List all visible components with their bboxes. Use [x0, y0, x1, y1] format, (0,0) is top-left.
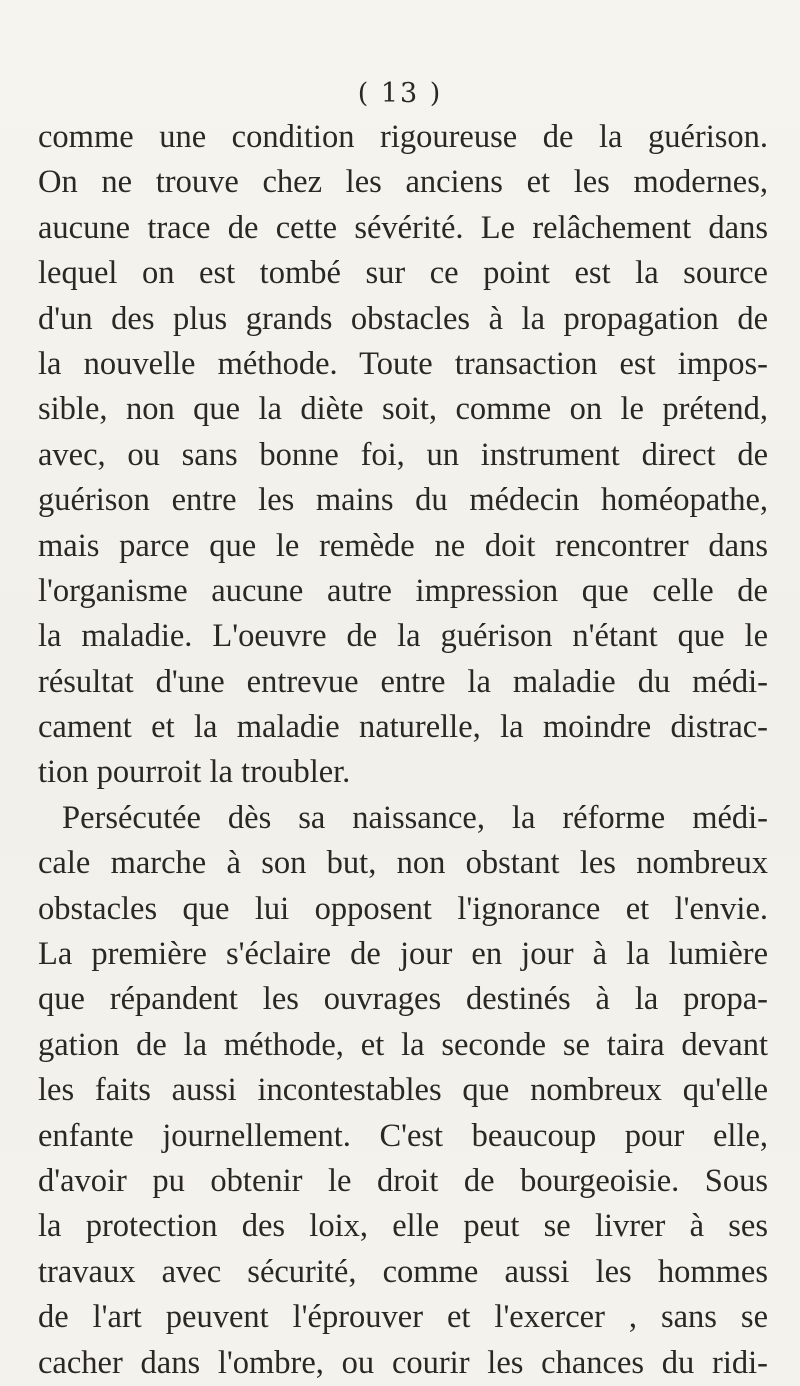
- text-line: la maladie. L'oeuvre de la guérison n'étant que le: [38, 618, 768, 655]
- text-line: comme une condition rigoureuse de la guérison.: [38, 119, 768, 155]
- body-text: [38, 115, 768, 1386]
- text-line: que répandent les ouvrages destinés à la propa-: [38, 981, 768, 1018]
- text-line: avec, ou sans bonne foi, un instrument direct de: [38, 436, 768, 473]
- text-line: travaux avec sécurité, comme aussi les hommes: [38, 1253, 768, 1290]
- text-line: cale marche à son but, non obstant les nombreux: [38, 845, 768, 882]
- text-line: mais parce que le remède ne doit rencontrer dans: [38, 527, 768, 564]
- text-line: résultat d'une entrevue entre la maladie du médi-: [38, 663, 768, 700]
- text-line: de l'art peuvent l'éprouver et l'exercer , sans se: [38, 1299, 768, 1336]
- text-line: aucune trace de cette sévérité. Le relâchement dans: [38, 209, 768, 246]
- text-line: guérison entre les mains du médecin homéopathe,: [38, 482, 768, 519]
- text-line: d'avoir pu obtenir le droit de bourgeoisie. Sous: [38, 1162, 768, 1199]
- text-line: gation de la méthode, et la seconde se taira devant: [38, 1026, 768, 1063]
- text-line: cament et la maladie naturelle, la moindre distrac-: [38, 709, 768, 746]
- text-line: enfante journellement. C'est beaucoup pour elle,: [38, 1117, 768, 1154]
- paragraph-end-line: tion pourroit la troubler.: [38, 754, 351, 791]
- paragraph-start-line: Persécutée dès sa naissance, la réforme médi-: [62, 799, 768, 836]
- text-line: la nouvelle méthode. Toute transaction est impos-: [38, 345, 768, 382]
- text-line: la protection des loix, elle peut se livrer à ses: [38, 1208, 768, 1245]
- text-line: cacher dans l'ombre, ou courir les chances du ridi-: [38, 1344, 768, 1381]
- text-line: l'organisme aucune autre impression que celle de: [38, 572, 768, 609]
- text-line: On ne trouve chez les anciens et les modernes,: [38, 164, 768, 201]
- page-number: ( 13 ): [357, 78, 443, 109]
- text-line: lequel on est tombé sur ce point est la source: [38, 255, 768, 292]
- text-line: les faits aussi incontestables que nombreux qu'elle: [38, 1072, 768, 1109]
- text-line: d'un des plus grands obstacles à la propagation de: [38, 300, 768, 337]
- text-line: La première s'éclaire de jour en jour à la lumière: [38, 936, 768, 973]
- text-line: obstacles que lui opposent l'ignorance et l'envie.: [38, 890, 768, 927]
- text-line: sible, non que la diète soit, comme on le prétend,: [38, 391, 768, 428]
